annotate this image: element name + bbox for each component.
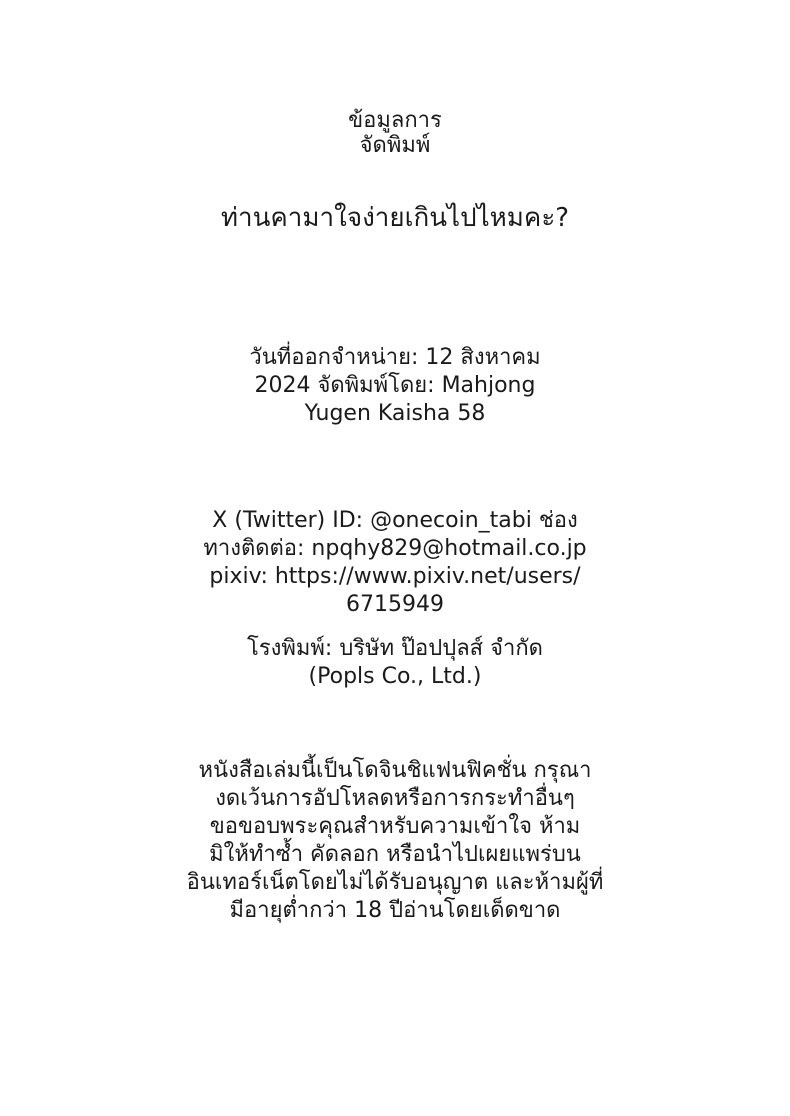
printer-line: (Popls Co., Ltd.) (308, 664, 482, 689)
contact-line: X (Twitter) ID: @onecoin_tabi ช่อง (212, 508, 578, 533)
notice-line: อินเทอร์เน็ตโดยไม่ได้รับอนุญาต และห้ามผู้ที่ (186, 870, 604, 895)
contact-line: 6715949 (346, 592, 444, 617)
notice-line: หนังสือเล่มนี้เป็นโดจินชิแฟนฟิคชั่น กรุณา (198, 758, 592, 783)
book-title-text: ท่านคามาใจง่ายเกินไปไหมคะ? (220, 203, 570, 233)
notice-line: มิให้ทำซ้ำ คัดลอก หรือนำไปเผยแพร่บน (209, 842, 581, 867)
notice-line: ขอขอบพระคุณสำหรับความเข้าใจ ห้าม (209, 814, 581, 839)
printer-info (0, 635, 790, 691)
release-info (0, 344, 790, 428)
printer-line: โรงพิมพ์: บริษัท ป๊อปปุลส์ จำกัด (247, 636, 543, 661)
heading-line: จัดพิมพ์ (359, 133, 431, 158)
release-line: 2024 จัดพิมพ์โดย: Mahjong (254, 373, 536, 398)
notice-line: งดเว้นการอัปโหลดหรือการกระทำอื่นๆ (215, 786, 575, 811)
heading-line: ข้อมูลการ (348, 108, 442, 133)
contact-line: ทางติดต่อ: npqhy829@hotmail.co.jp (203, 536, 587, 561)
copyright-notice (0, 757, 790, 925)
release-line: Yugen Kaisha 58 (304, 401, 486, 426)
book-title (0, 200, 790, 236)
notice-line: มีอายุต่ำกว่า 18 ปีอ่านโดยเด็ดขาด (229, 898, 561, 923)
contact-info (0, 507, 790, 619)
colophon-heading (0, 108, 790, 158)
release-line: วันที่ออกจำหน่าย: 12 สิงหาคม (249, 345, 541, 370)
contact-line: pixiv: https://www.pixiv.net/users/ (209, 564, 581, 589)
